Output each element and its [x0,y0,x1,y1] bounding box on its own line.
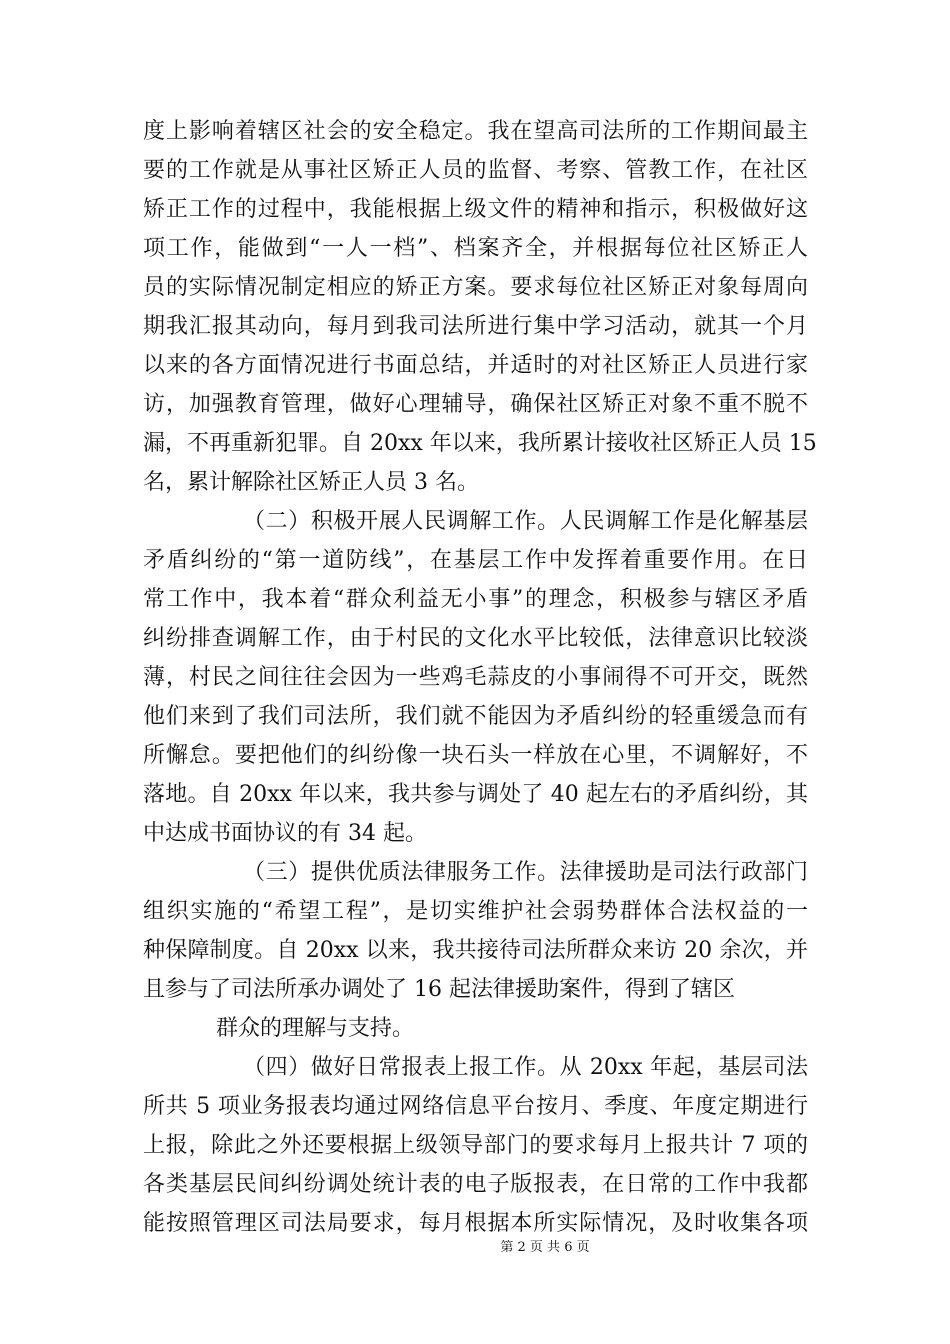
text-line: 期我汇报其动向，每月到我司法所进行集中学习活动，就其一个月 [143,314,808,339]
text-line: 薄，村民之间往往会因为一些鸡毛蒜皮的小事闹得不可开交，既然 [143,665,808,690]
paragraph-heading-4: （四）做好日常报表上报工作。从 20xx 年起，基层司法 [243,1055,808,1080]
text-line: 组织实施的“希望工程”，是切实维护社会弱势群体合法权益的一 [143,899,808,924]
text-line: 他们来到了我们司法所，我们就不能因为矛盾纠纷的轻重缓急而有 [143,704,808,729]
text-line: 要的工作就是从事社区矫正人员的监督、考察、管教工作，在社区 [143,158,808,183]
text-line: 矫正工作的过程中，我能根据上级文件的精神和指示，积极做好这 [143,197,808,222]
paragraph-heading-3: （三）提供优质法律服务工作。法律援助是司法行政部门 [243,860,808,885]
text-line: 访，加强教育管理，做好心理辅导，确保社区矫正对象不重不脱不 [143,392,808,417]
text-line: 员的实际情况制定相应的矫正方案。要求每位社区矫正对象每周向 [143,275,808,300]
text-line: 度上影响着辖区社会的安全稳定。我在望高司法所的工作期间最主 [143,119,808,144]
text-line: 且参与了司法所承办调处了 16 起法律援助案件，得到了辖区 [143,977,735,1002]
text-line: 所懈怠。要把他们的纠纷像一块石头一样放在心里，不调解好，不 [143,743,808,768]
text-line: 以来的各方面情况进行书面总结，并适时的对社区矫正人员进行家 [143,353,808,378]
text-line: 漏，不再重新犯罪。自 20xx 年以来，我所累计接收社区矫正人员 15 [143,431,817,456]
text-line: 落地。自 20xx 年以来，我共参与调处了 40 起左右的矛盾纠纷，其 [143,782,808,807]
text-line: 能按照管理区司法局要求，每月根据本所实际情况，及时收集各项 [143,1211,808,1236]
text-line: 矛盾纠纷的“第一道防线”，在基层工作中发挥着重要作用。在日 [143,548,808,573]
text-line: 名，累计解除社区矫正人员 3 名。 [143,470,479,495]
text-line: 上报，除此之外还要根据上级领导部门的要求每月上报共计 7 项的 [143,1133,808,1158]
text-line: 群众的理解与支持。 [216,1016,415,1041]
text-line: 所共 5 项业务报表均通过网络信息平台按月、季度、年度定期进行 [143,1094,808,1119]
text-line: 种保障制度。自 20xx 以来，我共接待司法所群众来访 20 余次，并 [143,938,808,963]
page-number-footer: 第 2 页 共 6 页 [500,1240,590,1255]
text-line: 纠纷排查调解工作，由于村民的文化水平比较低，法律意识比较淡 [143,626,808,651]
paragraph-heading-2: （二）积极开展人民调解工作。人民调解工作是化解基层 [243,509,808,534]
text-line: 中达成书面协议的有 34 起。 [143,821,427,846]
text-line: 常工作中，我本着“群众利益无小事”的理念，积极参与辖区矛盾 [143,587,808,612]
text-line: 各类基层民间纠纷调处统计表的电子版报表，在日常的工作中我都 [143,1172,808,1197]
text-line: 项工作，能做到“一人一档”、档案齐全，并根据每位社区矫正人 [143,236,808,261]
document-body [143,112,817,1243]
